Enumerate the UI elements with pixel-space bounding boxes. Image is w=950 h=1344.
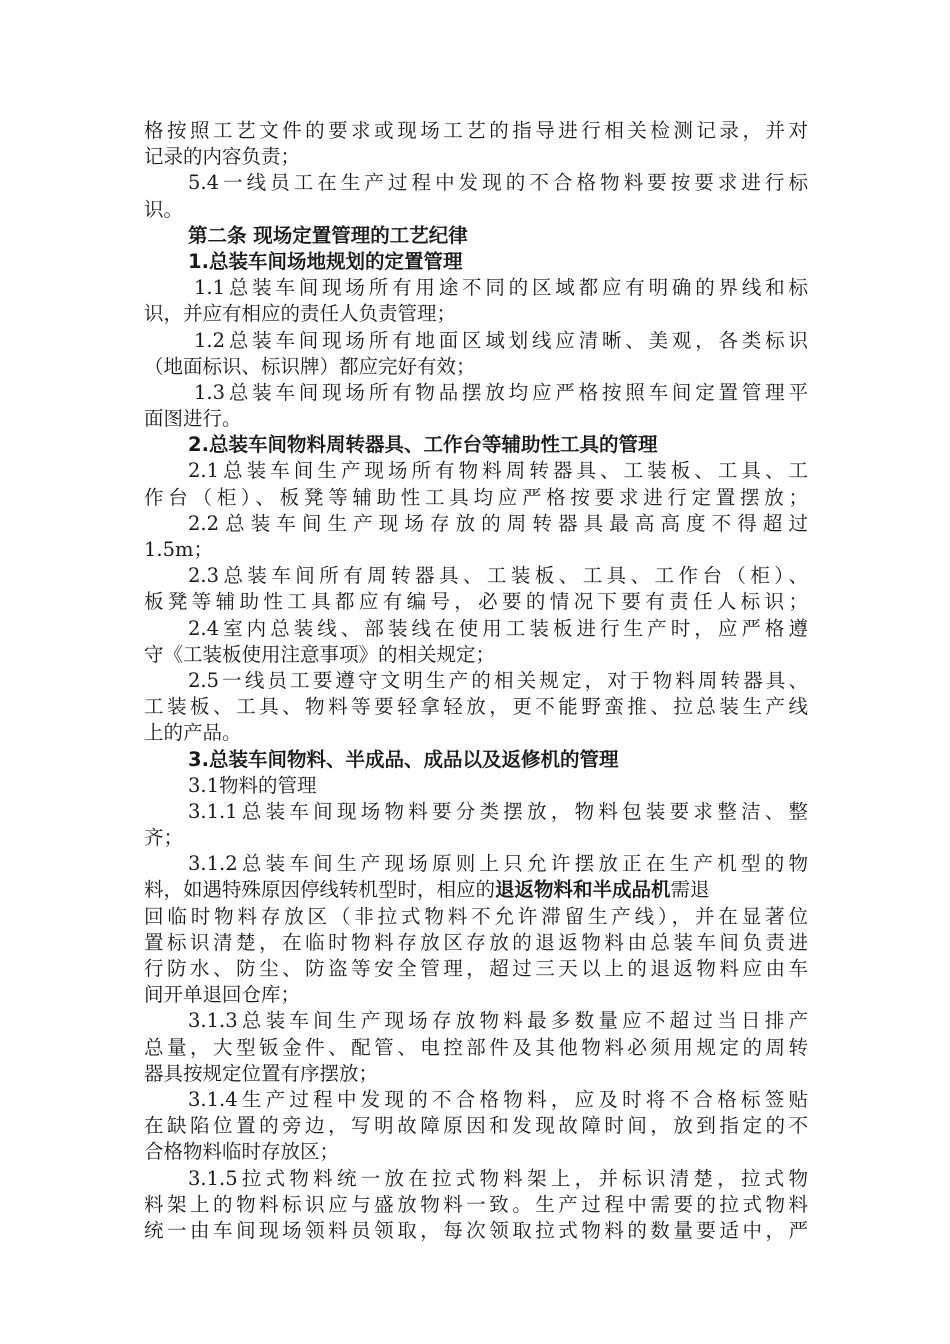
paragraph-line: 2.3总装车间所有周转器具、工装板、工具、工作台（柜）、 [188,564,808,588]
section-heading: 1.总装车间场地规划的定置管理 [188,249,463,273]
section-heading: 2.总装车间物料周转器具、工作台等辅助性工具的管理 [188,433,658,457]
paragraph-text: 需退 [670,878,710,902]
paragraph-line: 工装板、工具、物料等要轻拿轻放，更不能野蛮推、拉总装生产线 [144,695,808,719]
paragraph-text: 料，如遇特殊原因停线转机型时，相应的 [144,878,496,902]
subsection-heading: 3.1物料的管理 [188,773,317,797]
paragraph-line: 3.1.3总装车间生产现场存放物料最多数量应不超过当日排产 [188,1009,808,1033]
paragraph-line: 守《工装板使用注意事项》的相关规定； [144,642,496,666]
paragraph-line: 器具按规定位置有序摆放； [144,1061,379,1085]
paragraph-line: 识，并应有相应的责任人负责管理； [144,302,457,326]
paragraph-line: 5.4一线员工在生产过程中发现的不合格物料要按要求进行标 [188,171,808,195]
paragraph-line: 1.3总装车间现场所有物品摆放均应严格按照车间定置管理平 [194,380,808,404]
paragraph-line: 上的产品。 [144,721,242,745]
paragraph-line: 合格物料临时存放区； [144,1140,340,1164]
paragraph-line: （地面标识、标识牌）都应完好有效； [144,354,476,378]
section-heading: 3.总装车间物料、半成品、成品以及返修机的管理 [188,747,619,771]
paragraph-line: 1.5m； [144,538,214,561]
paragraph-line: 在缺陷位置的旁边，写明故障原因和发现故障时间，放到指定的不 [144,1114,808,1138]
paragraph-line: 1.1总装车间现场所有用途不同的区域都应有明确的界线和标 [194,276,808,300]
paragraph-line: 料架上的物料标识应与盛放物料一致。生产过程中需要的拉式物料 [144,1192,808,1216]
paragraph-line: 3.1.1总装车间现场物料要分类摆放，物料包装要求整洁、整 [188,799,808,823]
paragraph-line: 间开单退回仓库； [144,983,301,1007]
paragraph-line: 行防水、防尘、防盗等安全管理，超过三天以上的退返物料应由车 [144,957,808,980]
paragraph-line-mixed [144,877,808,903]
paragraph-line: 2.5一线员工要遵守文明生产的相关规定，对于物料周转器具、 [188,668,808,692]
paragraph-line: 总量，大型钣金件、配管、电控部件及其他物料必须用规定的周转 [144,1035,808,1059]
paragraph-line: 1.2总装车间现场所有地面区域划线应清晰、美观，各类标识 [194,328,808,352]
paragraph-line: 齐； [144,826,184,850]
paragraph-line: 3.1.2总装车间生产现场原则上只允许摆放正在生产机型的物 [188,852,808,876]
paragraph-line: 3.1.5拉式物料统一放在拉式物料架上，并标识清楚，拉式物 [188,1166,808,1190]
paragraph-line: 记录的内容负责； [144,145,301,169]
paragraph-line: 置标识清楚，在临时物料存放区存放的退返物料由总装车间负责进 [144,930,808,954]
paragraph-line: 2.4室内总装线、部装线在使用工装板进行生产时，应严格遵 [188,616,808,640]
paragraph-line: 识。 [144,197,184,221]
paragraph-line: 板凳等辅助性工具都应有编号，必要的情况下要有责任人标识； [144,590,808,614]
emphasized-text: 退返物料和半成品机 [495,878,671,902]
paragraph-line: 回临时物料存放区（非拉式物料不允许滞留生产线），并在显著位 [144,904,808,928]
document-body [144,118,808,1244]
paragraph-line: 格按照工艺文件的要求或现场工艺的指导进行相关检测记录，并对 [144,119,808,142]
paragraph-line: 面图进行。 [144,407,242,431]
article-heading: 第二条 现场定置管理的工艺纪律 [188,223,468,247]
paragraph-line: 统一由车间现场领料员领取，每次领取拉式物料的数量要适中，严 [144,1218,808,1242]
paragraph-line: 2.1总装车间生产现场所有物料周转器具、工装板、工具、工 [188,459,808,483]
paragraph-line: 2.2总装车间生产现场存放的周转器具最高高度不得超过 [188,511,808,535]
paragraph-line: 3.1.4生产过程中发现的不合格物料，应及时将不合格标签贴 [188,1087,808,1111]
paragraph-line: 作台（柜）、板凳等辅助性工具均应严格按要求进行定置摆放； [144,485,808,509]
